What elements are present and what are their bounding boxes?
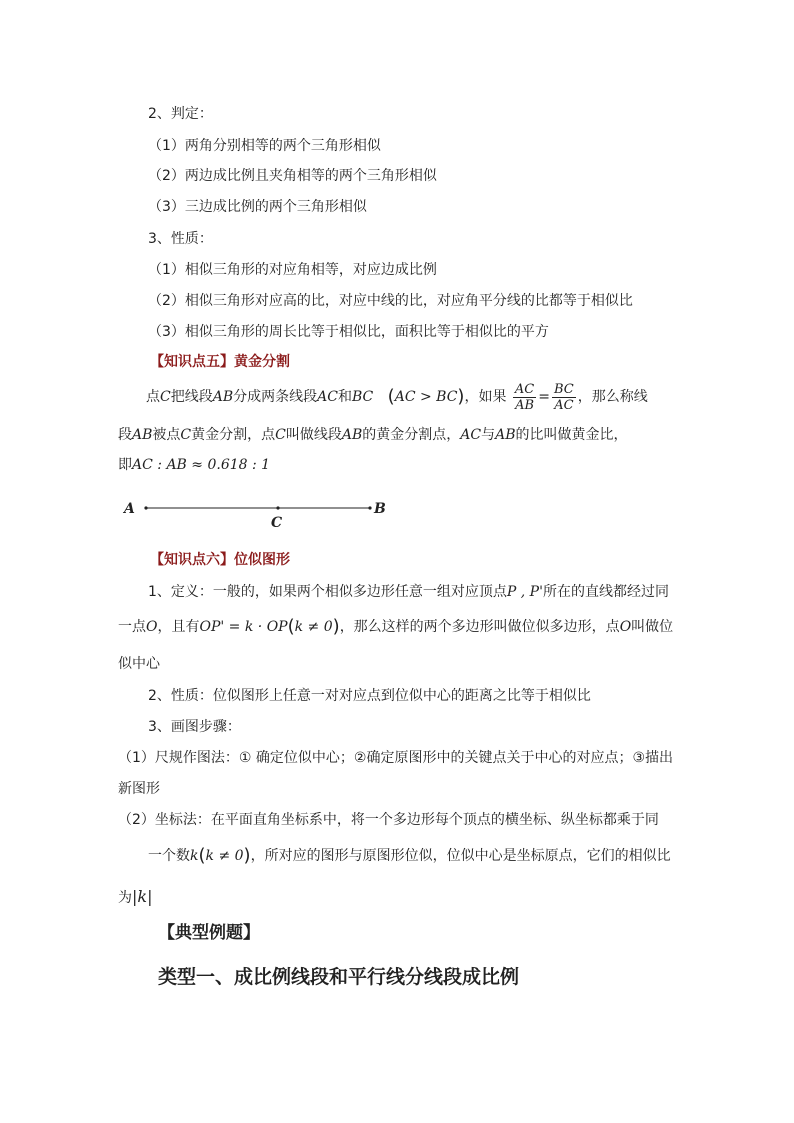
homothety-property: 2、性质：位似图形上任意一对对应点到位似中心的距离之比等于相似比 — [148, 688, 591, 704]
homothety-step2-line-3: 为|k| — [118, 887, 153, 906]
point-c — [276, 506, 279, 509]
label-a: A — [124, 501, 135, 517]
golden-paragraph-line-3: 即AC : AB ≈ 0.618 : 1 — [118, 457, 271, 473]
property-item-3: （3）相似三角形的周长比等于相似比，面积比等于相似比的平方 — [148, 324, 549, 340]
property-item-2: （2）相似三角形对应高的比，对应中线的比，对应角平分线的比都等于相似比 — [148, 293, 633, 309]
golden-paragraph-line-1: 点C把线段AB分成两条线段AC和BC (AC > BC)，如果 $\frac{AC}{AB}$ = $\frac{BC}{AC}$ ，那么称线 — [146, 381, 648, 413]
property-item-1: （1）相似三角形的对应角相等，对应边成比例 — [148, 262, 437, 278]
golden-heading: 【知识点五】黄金分割 — [150, 354, 290, 370]
golden-paragraph-line-2: 段AB被点C黄金分割，点C叫做线段AB的黄金分割点，AC与AB的比叫做黄金比， — [118, 427, 628, 443]
judge-title: 2、判定： — [148, 106, 213, 122]
homothety-definition-line-2: 一点O，且有OP' = k · OP(k ≠ 0)，那么这样的两个多边形叫做位似多边形，点O叫做位 — [118, 616, 674, 637]
golden-section-diagram — [118, 496, 398, 532]
fraction-ac-ab: $\frac{AC}{AB}$ — [514, 381, 535, 413]
examples-heading: 【典型例题】 — [158, 923, 260, 943]
property-title: 3、性质： — [148, 231, 213, 247]
label-b: B — [374, 501, 386, 517]
fraction-bc-ac: $\frac{BC}{AC}$ — [553, 381, 574, 413]
homothety-heading: 【知识点六】位似图形 — [150, 552, 290, 568]
judge-item-3: （3）三边成比例的两个三角形相似 — [148, 199, 367, 215]
label-c: C — [271, 515, 283, 531]
homothety-step1-line-2: 新图形 — [118, 781, 160, 797]
homothety-steps-title: 3、画图步骤： — [148, 719, 241, 735]
homothety-step1-line-1: （1）尺规作图法：① 确定位似中心；②确定原图形中的关键点关于中心的对应点；③描出 — [118, 750, 674, 766]
point-b — [368, 506, 371, 509]
homothety-definition-line-3: 似中心 — [118, 656, 160, 672]
homothety-step2-line-1: （2）坐标法：在平面直角坐标系中，将一个多边形每个顶点的横坐标、纵坐标都乘于同 — [118, 812, 659, 828]
judge-item-1: （1）两角分别相等的两个三角形相似 — [148, 138, 381, 154]
homothety-definition-line-1: 1、定义：一般的，如果两个相似多边形任意一组对应顶点P , P'所在的直线都经过同 — [148, 584, 669, 600]
homothety-step2-line-2: 一个数k(k ≠ 0)，所对应的图形与原图形位似，位似中心是坐标原点，它们的相似比 — [148, 845, 671, 866]
point-a — [144, 506, 147, 509]
type-1-title: 类型一、成比例线段和平行线分线段成比例 — [158, 966, 520, 988]
judge-item-2: （2）两边成比例且夹角相等的两个三角形相似 — [148, 168, 437, 184]
